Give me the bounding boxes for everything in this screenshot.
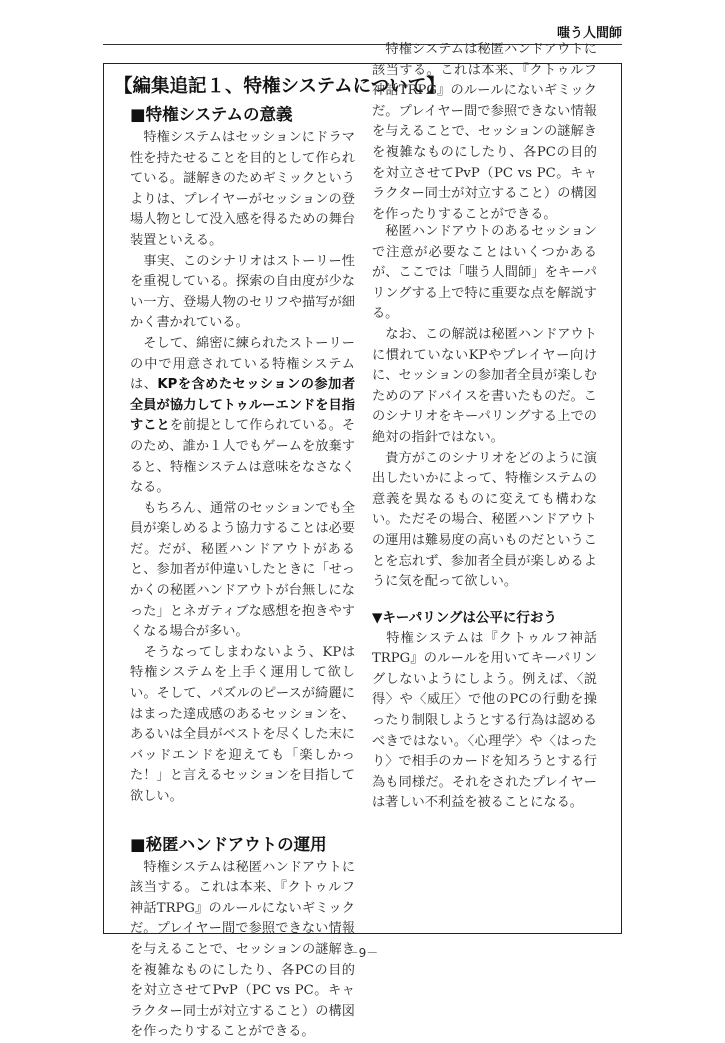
page-number: －9－: [346, 946, 379, 960]
paragraph: なお、この解説は秘匿ハンドアウトに慣れていないKPやプレイヤー向けに、セッションの参加者全員が楽しむためのアドバイスを書いたものだ。このシナリオをキーパリングする上での絶対の指針ではない。: [372, 326, 597, 445]
left-column: [130, 102, 356, 1040]
emphasis-text: KPを含めたセッションの参加者全員が協力してトゥルーエンドを目指すこと: [130, 377, 356, 434]
section-heading-significance: ■特権システムの意義: [130, 105, 293, 124]
box-title: 【編集追記１、特権システムについて】: [114, 76, 445, 97]
header-title: 嗤う人間師: [556, 26, 622, 41]
paragraph: 貴方がこのシナリオをどのように演出したいかによって、特権システムの意義を異なるものに変えても構わない。ただその場合、秘匿ハンドアウトの運用は難易度の高いものだということを忘れず、参加者全員が楽しめるように気を配って欲しい。: [372, 450, 597, 590]
paragraph: 秘匿ハンドアウトのあるセッションで注意が必要なことはいくつかあるが、ここでは「嗤う人間師」をキーパリングする上で特に重要な点を解説する。: [372, 224, 597, 322]
section-heading-handout: ■秘匿ハンドアウトの運用: [130, 834, 327, 854]
subsection-heading-fair-keeping: ▼キーパリングは公平に行おう: [372, 609, 557, 626]
paragraph: 特権システムはセッションにドラマ性を持たせることを目的として作られている。謎解きのためギミックというよりは、プレイヤーがセッションの登場人物として没入感を得るための舞台装置といえる。: [130, 130, 355, 248]
paragraph: そうなってしまわないよう、KPは特権システムを上手く運用して欲しい。そして、パズルのピースが綺麗にはまった達成感のあるセッションを、あるいは全員がベストを尽くした末にバッドエンドを迎えても「楽しかった！」と言えるセッションを目指して欲しい。: [130, 644, 356, 804]
paragraph: そして、綿密に練られたストーリーの中で用意されている特権システムは、KPを含めたセッションの参加者全員が協力してトゥルーエンドを目指すことを前提として作られている。そのため、誰か１人でもゲームを放棄すると、特権システムは意味をなさなくなる。: [130, 335, 356, 496]
paragraph: 特権システムは秘匿ハンドアウトに該当する。これは本来、『クトゥルフ神話TRPG』のルールにないギミックだ。プレイヤー間で参照できない情報を与えることで、セッションの謎解きを複雑なものにしたり、各PCの目的を対立させてPvP（PC vs PC。キャラクター同士が対立すること）の構図を作ったりすることができる。: [130, 859, 356, 1040]
paragraph: もちろん、通常のセッションでも全員が楽しめるよう協力することは必要だ。だが、秘匿ハンドアウトがあると、参加者が仲違いしたときに「せっかくの秘匿ハンドアウトが台無しになった」とネガティブな感想を抱きやすくなる場合が多い。: [130, 500, 356, 640]
editor-note-box: [103, 42, 622, 1040]
paragraph-continued: 特権システムは秘匿ハンドアウトに該当する。これは本来、『クトゥルフ神話TRPG』のルールにないギミックだ。プレイヤー間で参照できない情報を与えることで、セッションの謎解きを複雑なものにしたり、各PCの目的を対立させてPvP（PC vs PC。キャラクター同士が対立すること）の構図を作ったりすることができる。: [372, 42, 598, 222]
right-column: [372, 42, 598, 814]
paragraph: 事実、このシナリオはストーリー性を重視している。探索の自由度が少ない一方、登場人物のセリフや描写が細かく書かれている。: [130, 253, 355, 331]
paragraph: 特権システムは『クトゥルフ神話TRPG』のルールを用いてキーパリングしないようにしよう。例えば、〈説得〉や〈威圧〉で他のPCの行動を操ったり制限しようとする行為は認めるべきではない。〈心理学〉や〈はったり〉で相手のカードを知ろうとする行為も同様だ。それをされたプレイヤーは著しい不利益を被ることになる。: [372, 630, 597, 811]
